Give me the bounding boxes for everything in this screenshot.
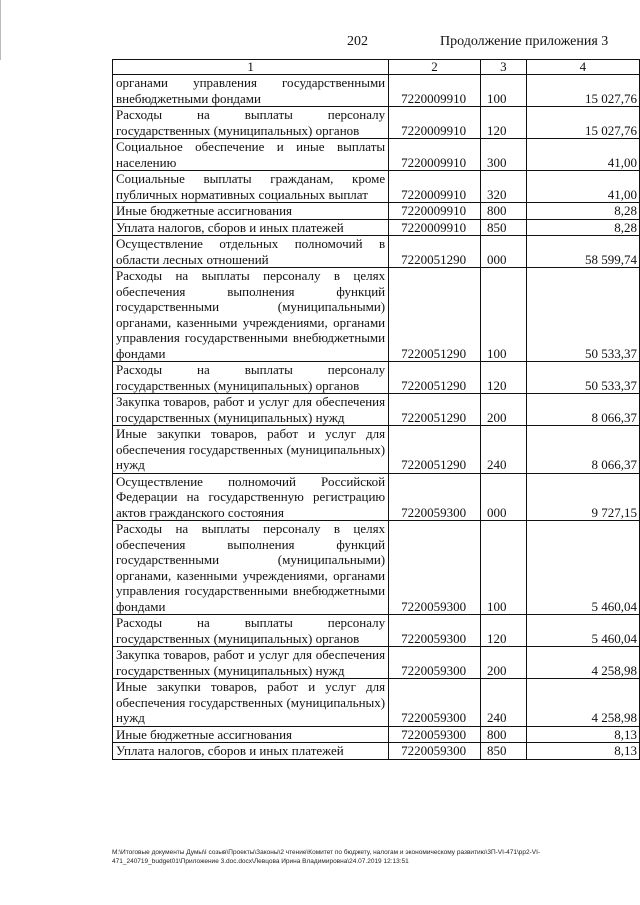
row-amount: 5 460,04	[526, 615, 639, 647]
table-row	[113, 171, 640, 203]
table-row	[113, 107, 640, 139]
table-row	[113, 236, 640, 268]
table-row	[113, 75, 640, 107]
column-header-1: 1	[113, 60, 389, 75]
table-body	[113, 75, 640, 760]
row-expense-type: 240	[480, 679, 526, 727]
row-expense-type: 200	[480, 647, 526, 679]
row-code: 7220009910	[389, 203, 481, 220]
row-code: 7220059300	[389, 615, 481, 647]
row-amount: 50 533,37	[526, 362, 639, 394]
row-code: 7220009910	[389, 75, 481, 107]
row-amount: 4 258,98	[526, 679, 639, 727]
row-code: 7220051290	[389, 236, 481, 268]
table-row	[113, 647, 640, 679]
row-code: 7220059300	[389, 521, 481, 615]
row-amount: 8 066,37	[526, 394, 639, 426]
row-name: Уплата налогов, сборов и иных платежей	[113, 219, 389, 236]
row-expense-type: 000	[480, 473, 526, 521]
table-row	[113, 426, 640, 474]
row-expense-type: 800	[480, 203, 526, 220]
budget-table	[112, 59, 640, 760]
row-code: 7220059300	[389, 726, 481, 743]
row-code: 7220059300	[389, 647, 481, 679]
table-row	[113, 615, 640, 647]
row-code: 7220009910	[389, 139, 481, 171]
row-code: 7220009910	[389, 171, 481, 203]
row-name: Закупка товаров, работ и услуг для обеспечения государственных (муниципальных) нужд	[113, 394, 389, 426]
row-amount: 8,28	[526, 219, 639, 236]
row-amount: 9 727,15	[526, 473, 639, 521]
row-name: Социальные выплаты гражданам, кроме публичных нормативных социальных выплат	[113, 171, 389, 203]
row-amount: 5 460,04	[526, 521, 639, 615]
footer-path-line-1: M:\Итоговые документы Думы\I созыв\Проекты\Законы\2 чтение\Комитет по бюджету, налогам и экономическому развитию\3П-VI-471\pp2-VI-	[112, 849, 541, 856]
row-name: Иные закупки товаров, работ и услуг для обеспечения государственных (муниципальных) нужд	[113, 679, 389, 727]
row-amount: 50 533,37	[526, 268, 639, 362]
continuation-label: Продолжение приложения 3	[440, 34, 609, 49]
row-name: Иные закупки товаров, работ и услуг для обеспечения государственных (муниципальных) нужд	[113, 426, 389, 474]
row-code: 7220059300	[389, 679, 481, 727]
row-amount: 4 258,98	[526, 647, 639, 679]
column-header-4: 4	[526, 60, 639, 75]
table-row	[113, 473, 640, 521]
table-row	[113, 219, 640, 236]
file-path-footer	[112, 848, 632, 866]
row-expense-type: 850	[480, 219, 526, 236]
row-amount: 15 027,76	[526, 107, 639, 139]
column-header-3: 3	[480, 60, 526, 75]
row-name: Расходы на выплаты персоналу в целях обеспечения выполнения функций государственными (муниципальными) органами, казенными учреждениями, органами управления государственными внебюджетными фондами	[113, 268, 389, 362]
row-expense-type: 100	[480, 268, 526, 362]
table-row	[113, 521, 640, 615]
table-row	[113, 203, 640, 220]
row-code: 7220051290	[389, 268, 481, 362]
row-amount: 8,28	[526, 203, 639, 220]
row-expense-type: 120	[480, 362, 526, 394]
row-name: Осуществление отдельных полномочий в области лесных отношений	[113, 236, 389, 268]
row-amount: 8,13	[526, 726, 639, 743]
row-code: 7220051290	[389, 426, 481, 474]
table-row	[113, 679, 640, 727]
row-code: 7220059300	[389, 743, 481, 760]
row-name: Осуществление полномочий Российской Федерации на государственную регистрацию актов гражданского состояния	[113, 473, 389, 521]
row-amount: 15 027,76	[526, 75, 639, 107]
row-name: Расходы на выплаты персоналу государственных (муниципальных) органов	[113, 107, 389, 139]
column-header-2: 2	[389, 60, 481, 75]
row-expense-type: 300	[480, 139, 526, 171]
row-name: Иные бюджетные ассигнования	[113, 203, 389, 220]
row-expense-type: 850	[480, 743, 526, 760]
row-expense-type: 200	[480, 394, 526, 426]
table-row	[113, 743, 640, 760]
row-amount: 8 066,37	[526, 426, 639, 474]
page-number: 202	[347, 34, 368, 49]
table-row	[113, 362, 640, 394]
row-amount: 8,13	[526, 743, 639, 760]
table-row	[113, 726, 640, 743]
row-amount: 58 599,74	[526, 236, 639, 268]
row-expense-type: 120	[480, 107, 526, 139]
table-row	[113, 139, 640, 171]
row-name: Расходы на выплаты персоналу государственных (муниципальных) органов	[113, 615, 389, 647]
row-name: Закупка товаров, работ и услуг для обеспечения государственных (муниципальных) нужд	[113, 647, 389, 679]
row-name: Иные бюджетные ассигнования	[113, 726, 389, 743]
row-expense-type: 100	[480, 75, 526, 107]
row-amount: 41,00	[526, 171, 639, 203]
row-code: 7220009910	[389, 219, 481, 236]
row-expense-type: 120	[480, 615, 526, 647]
row-expense-type: 320	[480, 171, 526, 203]
row-expense-type: 240	[480, 426, 526, 474]
row-name: Расходы на выплаты персоналу государственных (муниципальных) органов	[113, 362, 389, 394]
row-code: 7220051290	[389, 394, 481, 426]
column-number-row	[113, 60, 640, 75]
row-name: органами управления государственными внебюджетными фондами	[113, 75, 389, 107]
table-row	[113, 268, 640, 362]
footer-path-line-2: 471_240719_budget01\Приложение 3.doc.docx\Левцова Ирина Владимировна\24.07.2019 12:13:51	[112, 858, 409, 865]
row-expense-type: 100	[480, 521, 526, 615]
row-amount: 41,00	[526, 139, 639, 171]
page-header	[0, 34, 640, 54]
row-expense-type: 000	[480, 236, 526, 268]
row-name: Расходы на выплаты персоналу в целях обеспечения выполнения функций государственными (муниципальными) органами, казенными учреждениями, органами управления государственными внебюджетными фондами	[113, 521, 389, 615]
row-expense-type: 800	[480, 726, 526, 743]
row-code: 7220009910	[389, 107, 481, 139]
row-code: 7220051290	[389, 362, 481, 394]
table-row	[113, 394, 640, 426]
row-code: 7220059300	[389, 473, 481, 521]
row-name: Уплата налогов, сборов и иных платежей	[113, 743, 389, 760]
row-name: Социальное обеспечение и иные выплаты населению	[113, 139, 389, 171]
